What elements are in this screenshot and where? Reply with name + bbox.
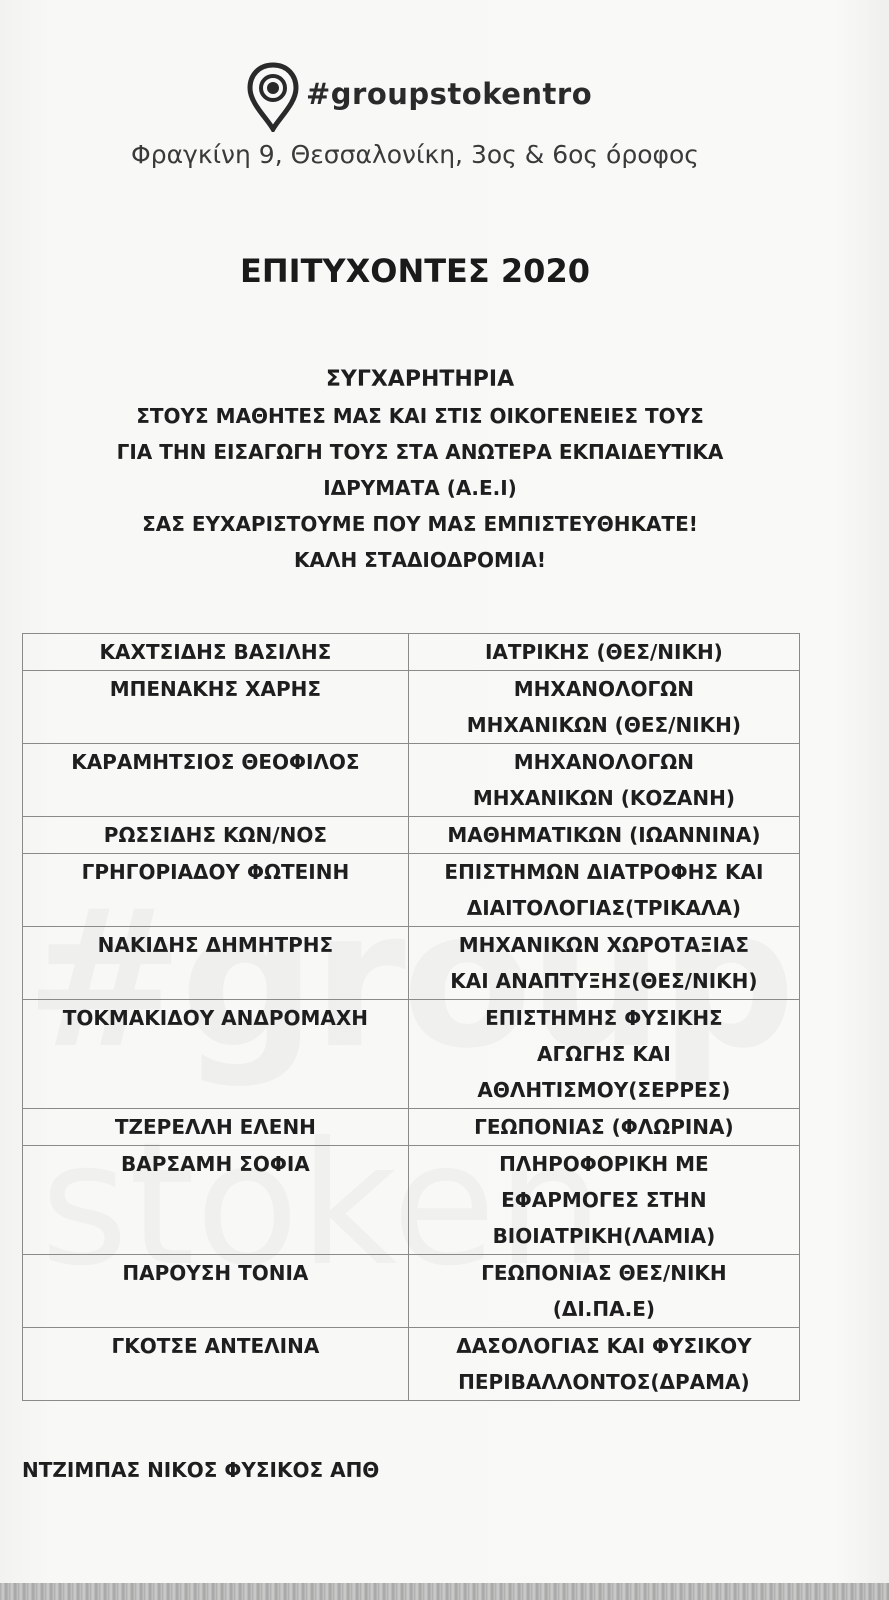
- student-name: ΤΟΚΜΑΚΙΔΟΥ ΑΝΔΡΟΜΑΧΗ: [23, 1000, 409, 1109]
- department-line: ΜΑΘΗΜΑΤΙΚΩΝ (ΙΩΑΝΝΙΝΑ): [447, 823, 761, 847]
- table-row: [23, 744, 800, 817]
- department-line: ΑΘΛΗΤΙΣΜΟΥ(ΣΕΡΡΕΣ): [477, 1078, 731, 1102]
- department-cell: [408, 634, 799, 671]
- table-row: [23, 1000, 800, 1109]
- department-cell: [408, 1328, 799, 1401]
- student-name: ΤΖΕΡΕΛΛΗ ΕΛΕΝΗ: [23, 1109, 409, 1146]
- department-line: ΜΗΧΑΝΙΚΩΝ (ΘΕΣ/ΝΙΚΗ): [466, 713, 742, 737]
- brand-header: [246, 62, 592, 132]
- congrats-line: ΣΤΟΥΣ ΜΑΘΗΤΕΣ ΜΑΣ ΚΑΙ ΣΤΙΣ ΟΙΚΟΓΕΝΕΙΕΣ ΤΟΥΣ: [136, 404, 704, 428]
- table-row: [23, 854, 800, 927]
- department-line: ΕΠΙΣΤΗΜΗΣ ΦΥΣΙΚΗΣ: [485, 1006, 723, 1030]
- department-cell: [408, 1000, 799, 1109]
- department-cell: [408, 744, 799, 817]
- department-line: ΜΗΧΑΝΙΚΩΝ ΧΩΡΟΤΑΞΙΑΣ: [458, 933, 750, 957]
- brand-hashtag: #groupstokentro: [306, 77, 593, 111]
- department-line: ΠΛΗΡΟΦΟΡΙΚΗ ΜΕ: [499, 1152, 709, 1176]
- results-table-body: [23, 634, 800, 1401]
- department-cell: [408, 854, 799, 927]
- department-line: ΚΑΙ ΑΝΑΠΤΥΞΗΣ(ΘΕΣ/ΝΙΚΗ): [450, 969, 758, 993]
- table-row: [23, 1328, 800, 1401]
- department-cell: [408, 817, 799, 854]
- department-line: ΔΑΣΟΛΟΓΙΑΣ ΚΑΙ ΦΥΣΙΚΟΥ: [456, 1334, 752, 1358]
- department-cell: [408, 1109, 799, 1146]
- address-line: Φραγκίνη 9, Θεσσαλονίκη, 3ος & 6ος όροφος: [131, 140, 699, 169]
- department-line: ΕΠΙΣΤΗΜΩΝ ΔΙΑΤΡΟΦΗΣ ΚΑΙ: [444, 860, 764, 884]
- department-line: ΕΦΑΡΜΟΓΕΣ ΣΤΗΝ: [501, 1188, 707, 1212]
- student-name: ΜΠΕΝΑΚΗΣ ΧΑΡΗΣ: [23, 671, 409, 744]
- student-name: ΚΑΡΑΜΗΤΣΙΟΣ ΘΕΟΦΙΛΟΣ: [23, 744, 409, 817]
- results-table: [22, 633, 800, 1401]
- table-row: [23, 634, 800, 671]
- signature: ΝΤΖΙΜΠΑΣ ΝΙΚΟΣ ΦΥΣΙΚΟΣ ΑΠΘ: [22, 1458, 380, 1482]
- table-row: [23, 1109, 800, 1146]
- student-name: ΡΩΣΣΙΔΗΣ ΚΩΝ/ΝΟΣ: [23, 817, 409, 854]
- student-name: ΠΑΡΟΥΣΗ ΤΟΝΙΑ: [23, 1255, 409, 1328]
- department-line: ΔΙΑΙΤΟΛΟΓΙΑΣ(ΤΡΙΚΑΛΑ): [466, 896, 742, 920]
- congrats-line: ΙΔΡΥΜΑΤΑ (Α.Ε.Ι): [323, 476, 517, 500]
- department-line: ΜΗΧΑΝΟΛΟΓΩΝ: [513, 677, 695, 701]
- student-name: ΚΑΧΤΣΙΔΗΣ ΒΑΣΙΛΗΣ: [23, 634, 409, 671]
- department-line: (ΔΙ.ΠΑ.Ε): [552, 1297, 656, 1321]
- map-pin-icon: [246, 62, 300, 132]
- page-title: ΕΠΙΤΥΧΟΝΤΕΣ 2020: [240, 252, 590, 290]
- department-cell: [408, 1146, 799, 1255]
- student-name: ΝΑΚΙΔΗΣ ΔΗΜΗΤΡΗΣ: [23, 927, 409, 1000]
- department-line: ΜΗΧΑΝΙΚΩΝ (ΚΟΖΑΝΗ): [472, 786, 735, 810]
- department-line: ΓΕΩΠΟΝΙΑΣ (ΦΛΩΡΙΝΑ): [474, 1115, 734, 1139]
- department-cell: [408, 927, 799, 1000]
- table-row: [23, 927, 800, 1000]
- congratulations-message: [40, 362, 800, 578]
- department-cell: [408, 1255, 799, 1328]
- department-line: ΑΓΩΓΗΣ ΚΑΙ: [537, 1042, 671, 1066]
- student-name: ΒΑΡΣΑΜΗ ΣΟΦΙΑ: [23, 1146, 409, 1255]
- department-line: ΠΕΡΙΒΑΛΛΟΝΤΟΣ(ΔΡΑΜΑ): [458, 1370, 750, 1394]
- student-name: ΓΡΗΓΟΡΙΑΔΟΥ ΦΩΤΕΙΝΗ: [23, 854, 409, 927]
- table-row: [23, 817, 800, 854]
- department-line: ΓΕΩΠΟΝΙΑΣ ΘΕΣ/ΝΙΚΗ: [481, 1261, 727, 1285]
- table-row: [23, 1146, 800, 1255]
- table-row: [23, 1255, 800, 1328]
- congrats-line: ΣΥΓΧΑΡΗΤΗΡΙΑ: [325, 367, 515, 392]
- department-line: ΙΑΤΡΙΚΗΣ (ΘΕΣ/ΝΙΚΗ): [484, 640, 723, 664]
- scan-bottom-edge: [0, 1583, 889, 1600]
- congrats-line: ΣΑΣ ΕΥΧΑΡΙΣΤΟΥΜΕ ΠΟΥ ΜΑΣ ΕΜΠΙΣΤΕΥΘΗΚΑΤΕ!: [142, 512, 698, 536]
- congrats-line: ΓΙΑ ΤΗΝ ΕΙΣΑΓΩΓΗ ΤΟΥΣ ΣΤΑ ΑΝΩΤΕΡΑ ΕΚΠΑΙΔΕΥΤΙΚΑ: [116, 440, 724, 464]
- congrats-line: ΚΑΛΗ ΣΤΑΔΙΟΔΡΟΜΙΑ!: [294, 548, 546, 572]
- department-line: ΜΗΧΑΝΟΛΟΓΩΝ: [513, 750, 695, 774]
- table-row: [23, 671, 800, 744]
- student-name: ΓΚΟΤΣΕ ΑΝΤΕΛΙΝΑ: [23, 1328, 409, 1401]
- department-cell: [408, 671, 799, 744]
- department-line: ΒΙΟΙΑΤΡΙΚΗ(ΛΑΜΙΑ): [492, 1224, 716, 1248]
